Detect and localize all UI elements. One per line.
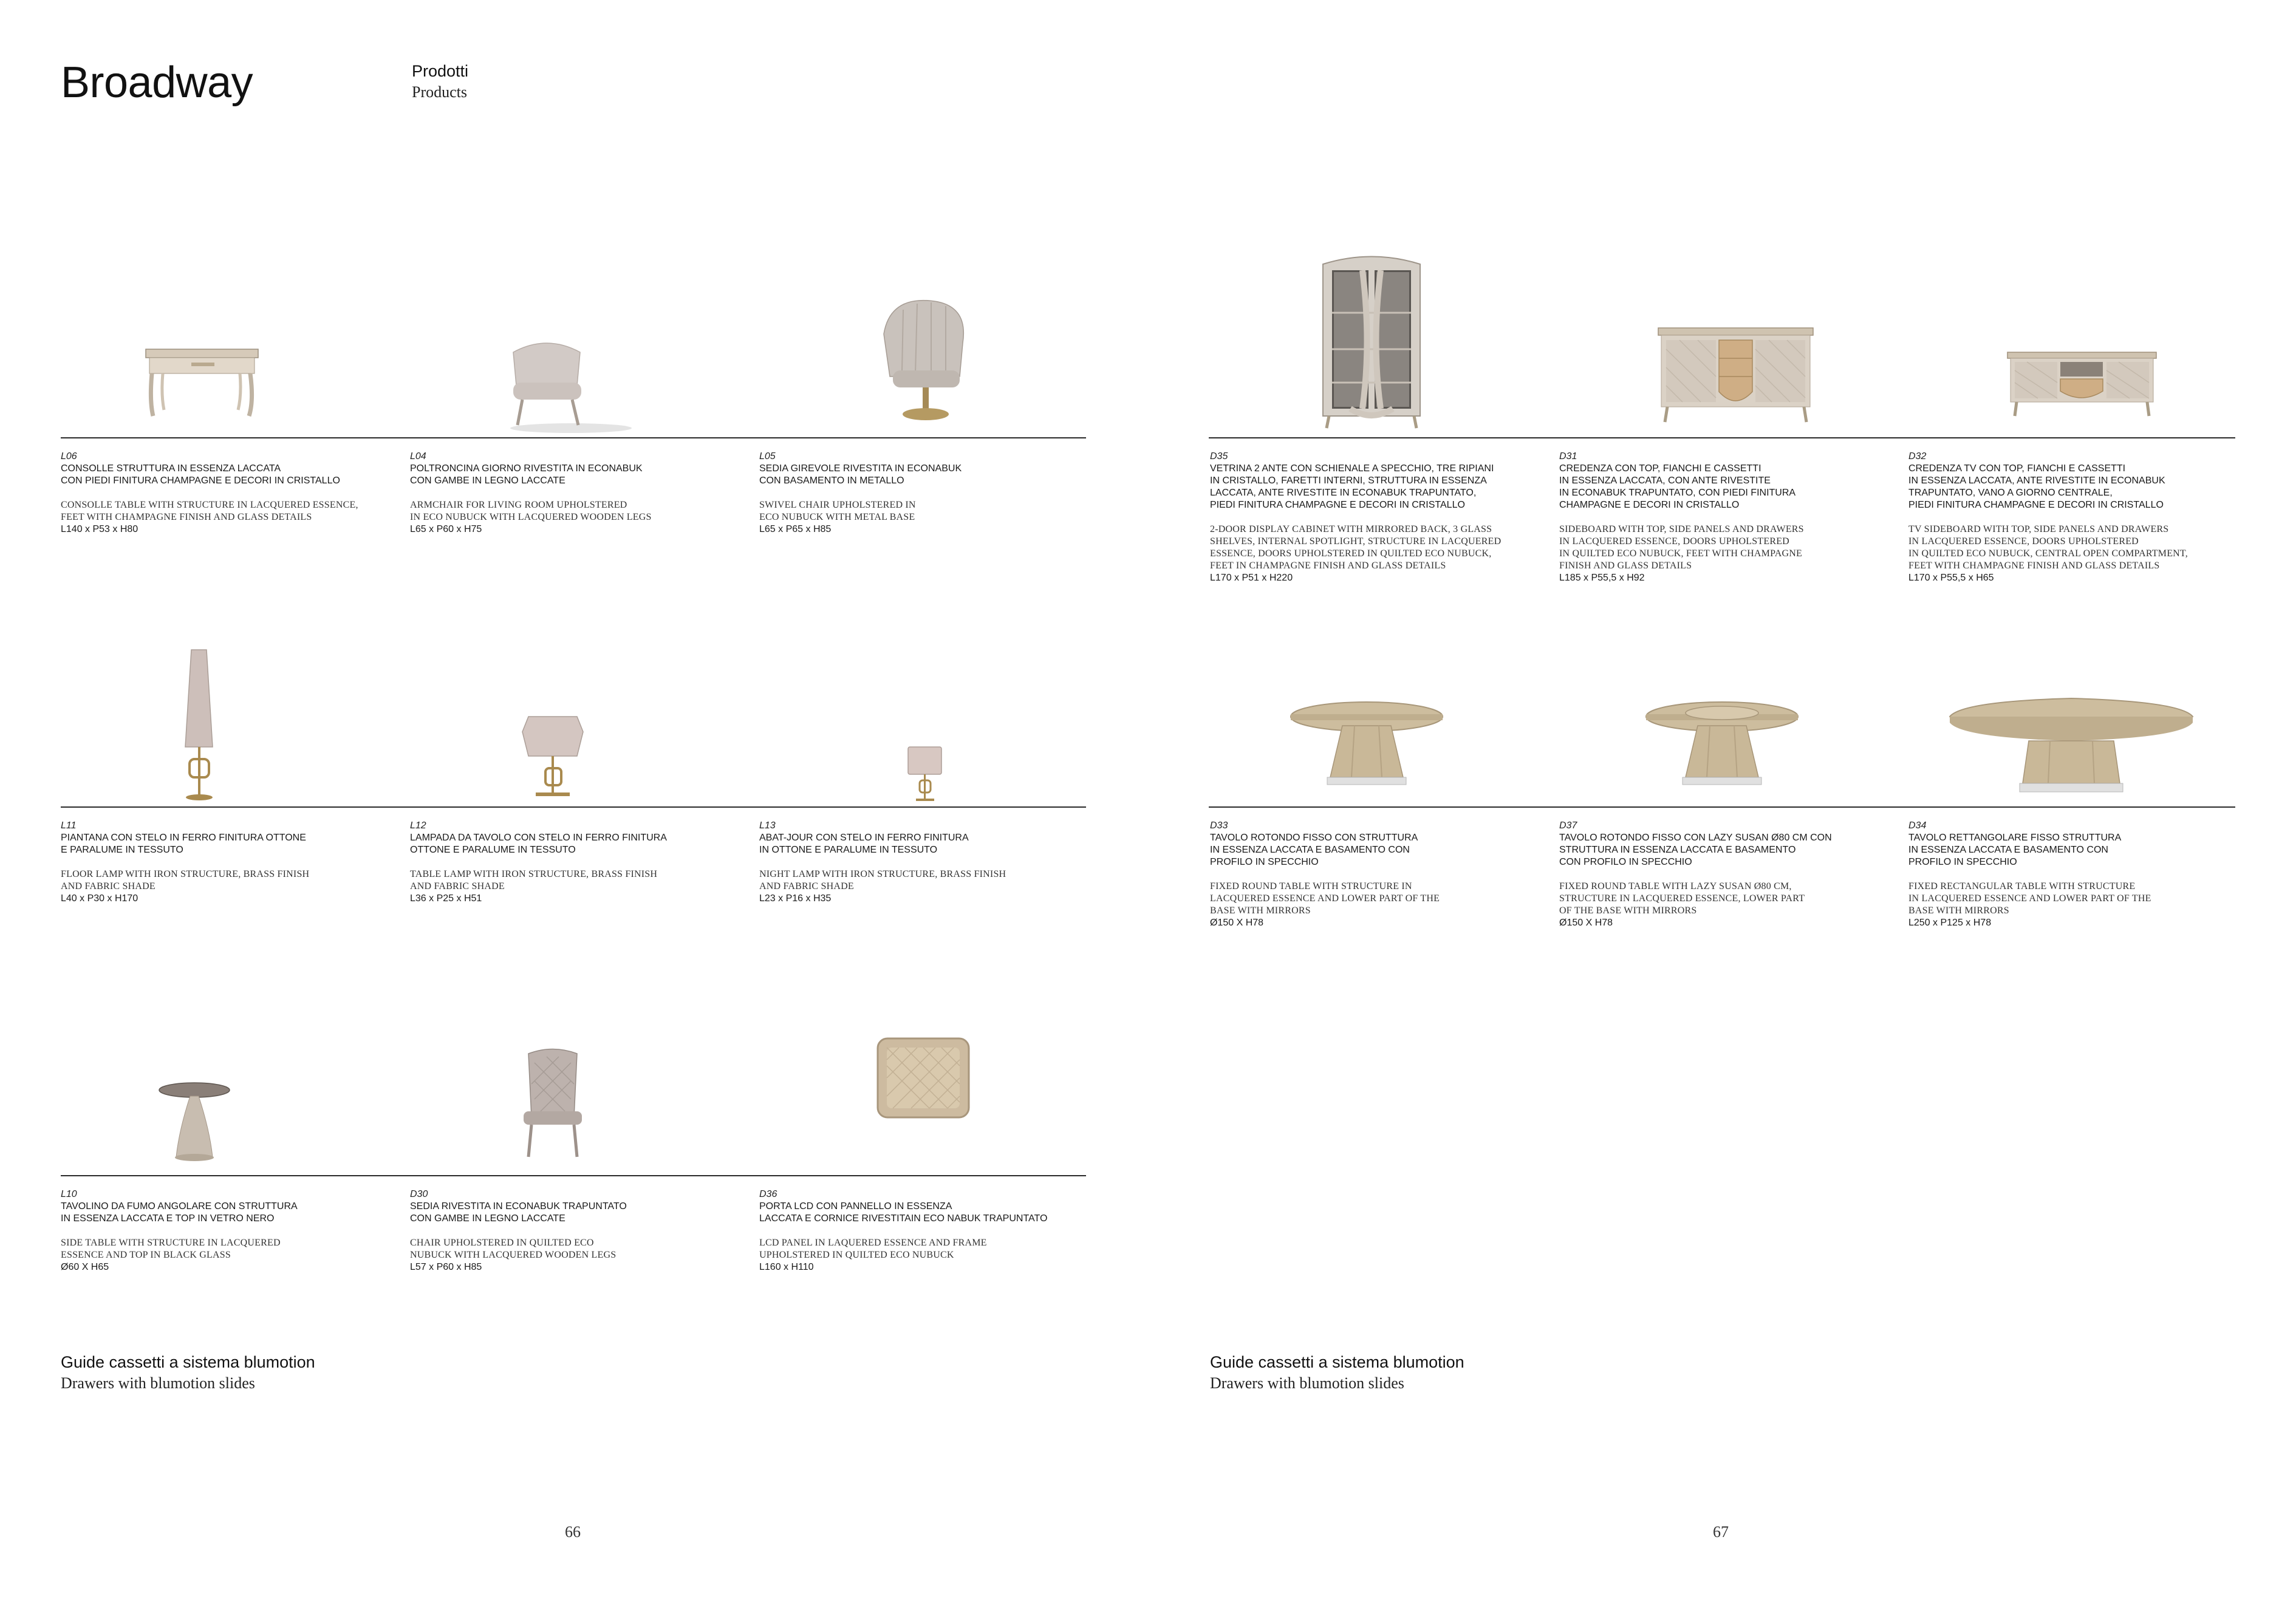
product-description-it: CREDENZA TV CON TOP, FIANCHI E CASSETTI IN ESSENZA LACCATA, ANTE RIVESTITE IN ECONABUK TRAPUNTATO, VANO A GIORNO CENTRALE, PIEDI FINITURA CHAMPAGNE E DECORI IN CRISTALLO	[1908, 463, 2165, 510]
product-description-en: FIXED ROUND TABLE WITH STRUCTURE IN LACQUERED ESSENCE AND LOWER PART OF THE BASE WITH MIRRORS	[1210, 881, 1440, 916]
product-description-it: PORTA LCD CON PANNELLO IN ESSENZA LACCATA E CORNICE RIVESTITAIN ECO NABUK TRAPUNTATO	[759, 1201, 1048, 1224]
product-dimensions: L160 x H110	[759, 1262, 814, 1272]
product-description-en: CHAIR UPHOLSTERED IN QUILTED ECO NUBUCK WITH LACQUERED WOODEN LEGS	[410, 1238, 617, 1260]
product-L06	[61, 451, 401, 536]
product-code: L06	[61, 451, 77, 462]
product-description-it: CONSOLLE STRUTTURA IN ESSENZA LACCATA CON PIEDI FINITURA CHAMPAGNE E DECORI IN CRISTALLO	[61, 463, 340, 486]
round-table-icon	[1269, 698, 1464, 808]
product-code: L10	[61, 1189, 77, 1199]
product-D31	[1559, 451, 1899, 584]
side-table-icon	[112, 1032, 276, 1172]
product-description-it: ABAT-JOUR CON STELO IN FERRO FINITURA IN OTTONE E PARALUME IN TESSUTO	[759, 833, 969, 855]
product-dimensions: L65 x P65 x H85	[759, 524, 832, 534]
product-dimensions: L65 x P60 x H75	[410, 524, 482, 534]
swivel-chair-icon	[835, 285, 1011, 437]
catalog-page-right	[1148, 0, 2296, 1602]
product-code: D34	[1908, 820, 1927, 831]
dining-chair-icon	[480, 1026, 626, 1172]
product-description-it: TAVOLO RETTANGOLARE FISSO STRUTTURA IN ESSENZA LACCATA E BASAMENTO CON PROFILO IN SPECCHIO	[1908, 833, 2122, 867]
section-title-italian: Prodotti	[412, 62, 469, 80]
product-description-en: FLOOR LAMP WITH IRON STRUCTURE, BRASS FINISH AND FABRIC SHADE	[61, 869, 310, 891]
product-dimensions: Ø150 X H78	[1559, 918, 1613, 928]
product-code: L13	[759, 820, 776, 831]
sideboard-icon	[1643, 301, 1825, 434]
product-dimensions: L250 x P125 x H78	[1908, 918, 1992, 928]
product-dimensions: L23 x P16 x H35	[759, 893, 832, 904]
product-description-en: SWIVEL CHAIR UPHOLSTERED IN ECO NUBUCK WITH METAL BASE	[759, 500, 916, 522]
product-description-en: SIDE TABLE WITH STRUCTURE IN LACQUERED ESSENCE AND TOP IN BLACK GLASS	[61, 1238, 281, 1260]
product-description-it: VETRINA 2 ANTE CON SCHIENALE A SPECCHIO, TRE RIPIANI IN CRISTALLO, FARETTI INTERNI, STRUTTURA IN ESSENZA LACCATA, ANTE RIVESTITE IN ECONABUK TRAPUNTATO, PIEDI FINITURA CHAMPAGNE E DECORI IN CRISTALLO	[1210, 463, 1494, 510]
product-description-it: PIANTANA CON STELO IN FERRO FINITURA OTTONE E PARALUME IN TESSUTO	[61, 833, 306, 855]
divider-row-1	[61, 437, 1086, 438]
product-dimensions: Ø60 X H65	[61, 1262, 109, 1272]
product-code: D30	[410, 1189, 428, 1199]
product-L12	[410, 820, 750, 905]
product-code: D32	[1908, 451, 1927, 462]
product-description-it: TAVOLINO DA FUMO ANGOLARE CON STRUTTURA IN ESSENZA LACCATA E TOP IN VETRO NERO	[61, 1201, 298, 1224]
floor-lamp-icon	[121, 638, 279, 808]
product-L04	[410, 451, 750, 536]
footnote-italian: Guide cassetti a sistema blumotion	[61, 1353, 315, 1371]
product-description-en: FIXED ROUND TABLE WITH LAZY SUSAN Ø80 CM, STRUCTURE IN LACQUERED ESSENCE, LOWER PART OF THE BASE WITH MIRRORS	[1559, 881, 1805, 916]
product-L13	[759, 820, 1099, 905]
product-D37	[1559, 820, 1899, 929]
display-cabinet-icon	[1305, 252, 1438, 434]
product-dimensions: L140 x P53 x H80	[61, 524, 138, 534]
product-code: L05	[759, 451, 776, 462]
product-description-en: LCD PANEL IN LAQUERED ESSENCE AND FRAME UPHOLSTERED IN QUILTED ECO NUBUCK	[759, 1238, 987, 1260]
console-table-icon	[115, 285, 285, 431]
product-code: L11	[61, 820, 77, 831]
product-code: D35	[1210, 451, 1228, 462]
product-D34	[1908, 820, 2261, 929]
product-description-it: POLTRONCINA GIORNO RIVESTITA IN ECONABUK CON GAMBE IN LEGNO LACCATE	[410, 463, 643, 486]
product-description-it: TAVOLO ROTONDO FISSO CON STRUTTURA IN ESSENZA LACCATA E BASAMENTO CON PROFILO IN SPECCHIO	[1210, 833, 1418, 867]
rectangular-table-icon	[1938, 680, 2205, 808]
lcd-panel-icon	[850, 1020, 996, 1142]
product-description-en: CONSOLLE TABLE WITH STRUCTURE IN LACQUERED ESSENCE, FEET WITH CHAMPAGNE FINISH AND GLASS DETAILS	[61, 500, 358, 522]
divider-row-3	[61, 1175, 1086, 1176]
product-D36	[759, 1188, 1124, 1273]
product-description-en: TV SIDEBOARD WITH TOP, SIDE PANELS AND DRAWERS IN LACQUERED ESSENCE, DOORS UPHOLSTERED IN QUILTED ECO NUBUCK, CENTRAL OPEN COMPARTMENT, FEET WITH CHAMPAGNE FINISH AND GLASS DETAILS	[1908, 524, 2188, 571]
product-L10	[61, 1188, 401, 1273]
page-number: 66	[565, 1523, 581, 1541]
product-description-en: FIXED RECTANGULAR TABLE WITH STRUCTURE IN LACQUERED ESSENCE AND LOWER PART OF THE BASE WITH MIRRORS	[1908, 881, 2151, 916]
product-D32	[1908, 451, 2261, 584]
footnote-italian: Guide cassetti a sistema blumotion	[1210, 1353, 1464, 1371]
product-description-en: ARMCHAIR FOR LIVING ROOM UPHOLSTERED IN ECO NUBUCK WITH LACQUERED WOODEN LEGS	[410, 500, 652, 522]
armchair-icon	[480, 328, 632, 437]
tv-sideboard-icon	[1989, 328, 2171, 434]
section-title-english: Products	[412, 83, 467, 101]
product-code: L12	[410, 820, 426, 831]
product-code: D31	[1559, 451, 1577, 462]
product-description-it: LAMPADA DA TAVOLO CON STELO IN FERRO FINITURA OTTONE E PARALUME IN TESSUTO	[410, 833, 667, 855]
page-number: 67	[1713, 1523, 1729, 1541]
product-dimensions: L36 x P25 x H51	[410, 893, 482, 904]
product-description-it: SEDIA RIVESTITA IN ECONABUK TRAPUNTATO CON GAMBE IN LEGNO LACCATE	[410, 1201, 627, 1224]
product-D30	[410, 1188, 750, 1273]
night-lamp-icon	[863, 692, 984, 808]
product-description-en: SIDEBOARD WITH TOP, SIDE PANELS AND DRAWERS IN LACQUERED ESSENCE, DOORS UPHOLSTERED IN QUILTED ECO NUBUCK, FEET WITH CHAMPAGNE FINISH AND GLASS DETAILS	[1559, 524, 1804, 571]
product-code: L04	[410, 451, 426, 462]
product-dimensions: Ø150 X H78	[1210, 918, 1264, 928]
product-description-it: CREDENZA CON TOP, FIANCHI E CASSETTI IN ESSENZA LACCATA, CON ANTE RIVESTITE IN ECONABUK TRAPUNTATO, CON PIEDI FINITURA CHAMPAGNE E DECORI IN CRISTALLO	[1559, 463, 1796, 510]
footnote-english: Drawers with blumotion slides	[1210, 1374, 1404, 1392]
product-D33	[1210, 820, 1550, 929]
product-L05	[759, 451, 1099, 536]
product-dimensions: L40 x P30 x H170	[61, 893, 138, 904]
product-dimensions: L170 x P55,5 x H65	[1908, 573, 1994, 583]
table-lamp-icon	[480, 677, 626, 808]
brand-title: Broadway	[61, 58, 253, 107]
product-code: D33	[1210, 820, 1228, 831]
product-description-it: SEDIA GIREVOLE RIVESTITA IN ECONABUK CON BASAMENTO IN METALLO	[759, 463, 962, 486]
divider-row-2	[61, 806, 1086, 808]
product-description-en: NIGHT LAMP WITH IRON STRUCTURE, BRASS FINISH AND FABRIC SHADE	[759, 869, 1006, 891]
product-code: D37	[1559, 820, 1577, 831]
product-L11	[61, 820, 401, 905]
divider-row-2	[1209, 806, 2235, 808]
product-description-en: TABLE LAMP WITH IRON STRUCTURE, BRASS FINISH AND FABRIC SHADE	[410, 869, 658, 891]
product-description-it: TAVOLO ROTONDO FISSO CON LAZY SUSAN Ø80 CM CON STRUTTURA IN ESSENZA LACCATA E BASAMENTO CON PROFILO IN SPECCHIO	[1559, 833, 1832, 867]
product-D35	[1210, 451, 1550, 584]
divider-row-1	[1209, 437, 2235, 438]
product-dimensions: L170 x P51 x H220	[1210, 573, 1293, 583]
product-dimensions: L57 x P60 x H85	[410, 1262, 482, 1272]
product-dimensions: L185 x P55,5 x H92	[1559, 573, 1645, 583]
product-description-en: 2-DOOR DISPLAY CABINET WITH MIRRORED BACK, 3 GLASS SHELVES, INTERNAL SPOTLIGHT, STRUCTURE IN LACQUERED ESSENCE, DOORS UPHOLSTERED IN QUILTED ECO NUBUCK, FEET IN CHAMPAGNE FINISH AND GLASS DETAILS	[1210, 524, 1502, 571]
footnote-english: Drawers with blumotion slides	[61, 1374, 255, 1392]
round-table-lazy-susan-icon	[1625, 698, 1819, 808]
product-code: D36	[759, 1189, 777, 1199]
